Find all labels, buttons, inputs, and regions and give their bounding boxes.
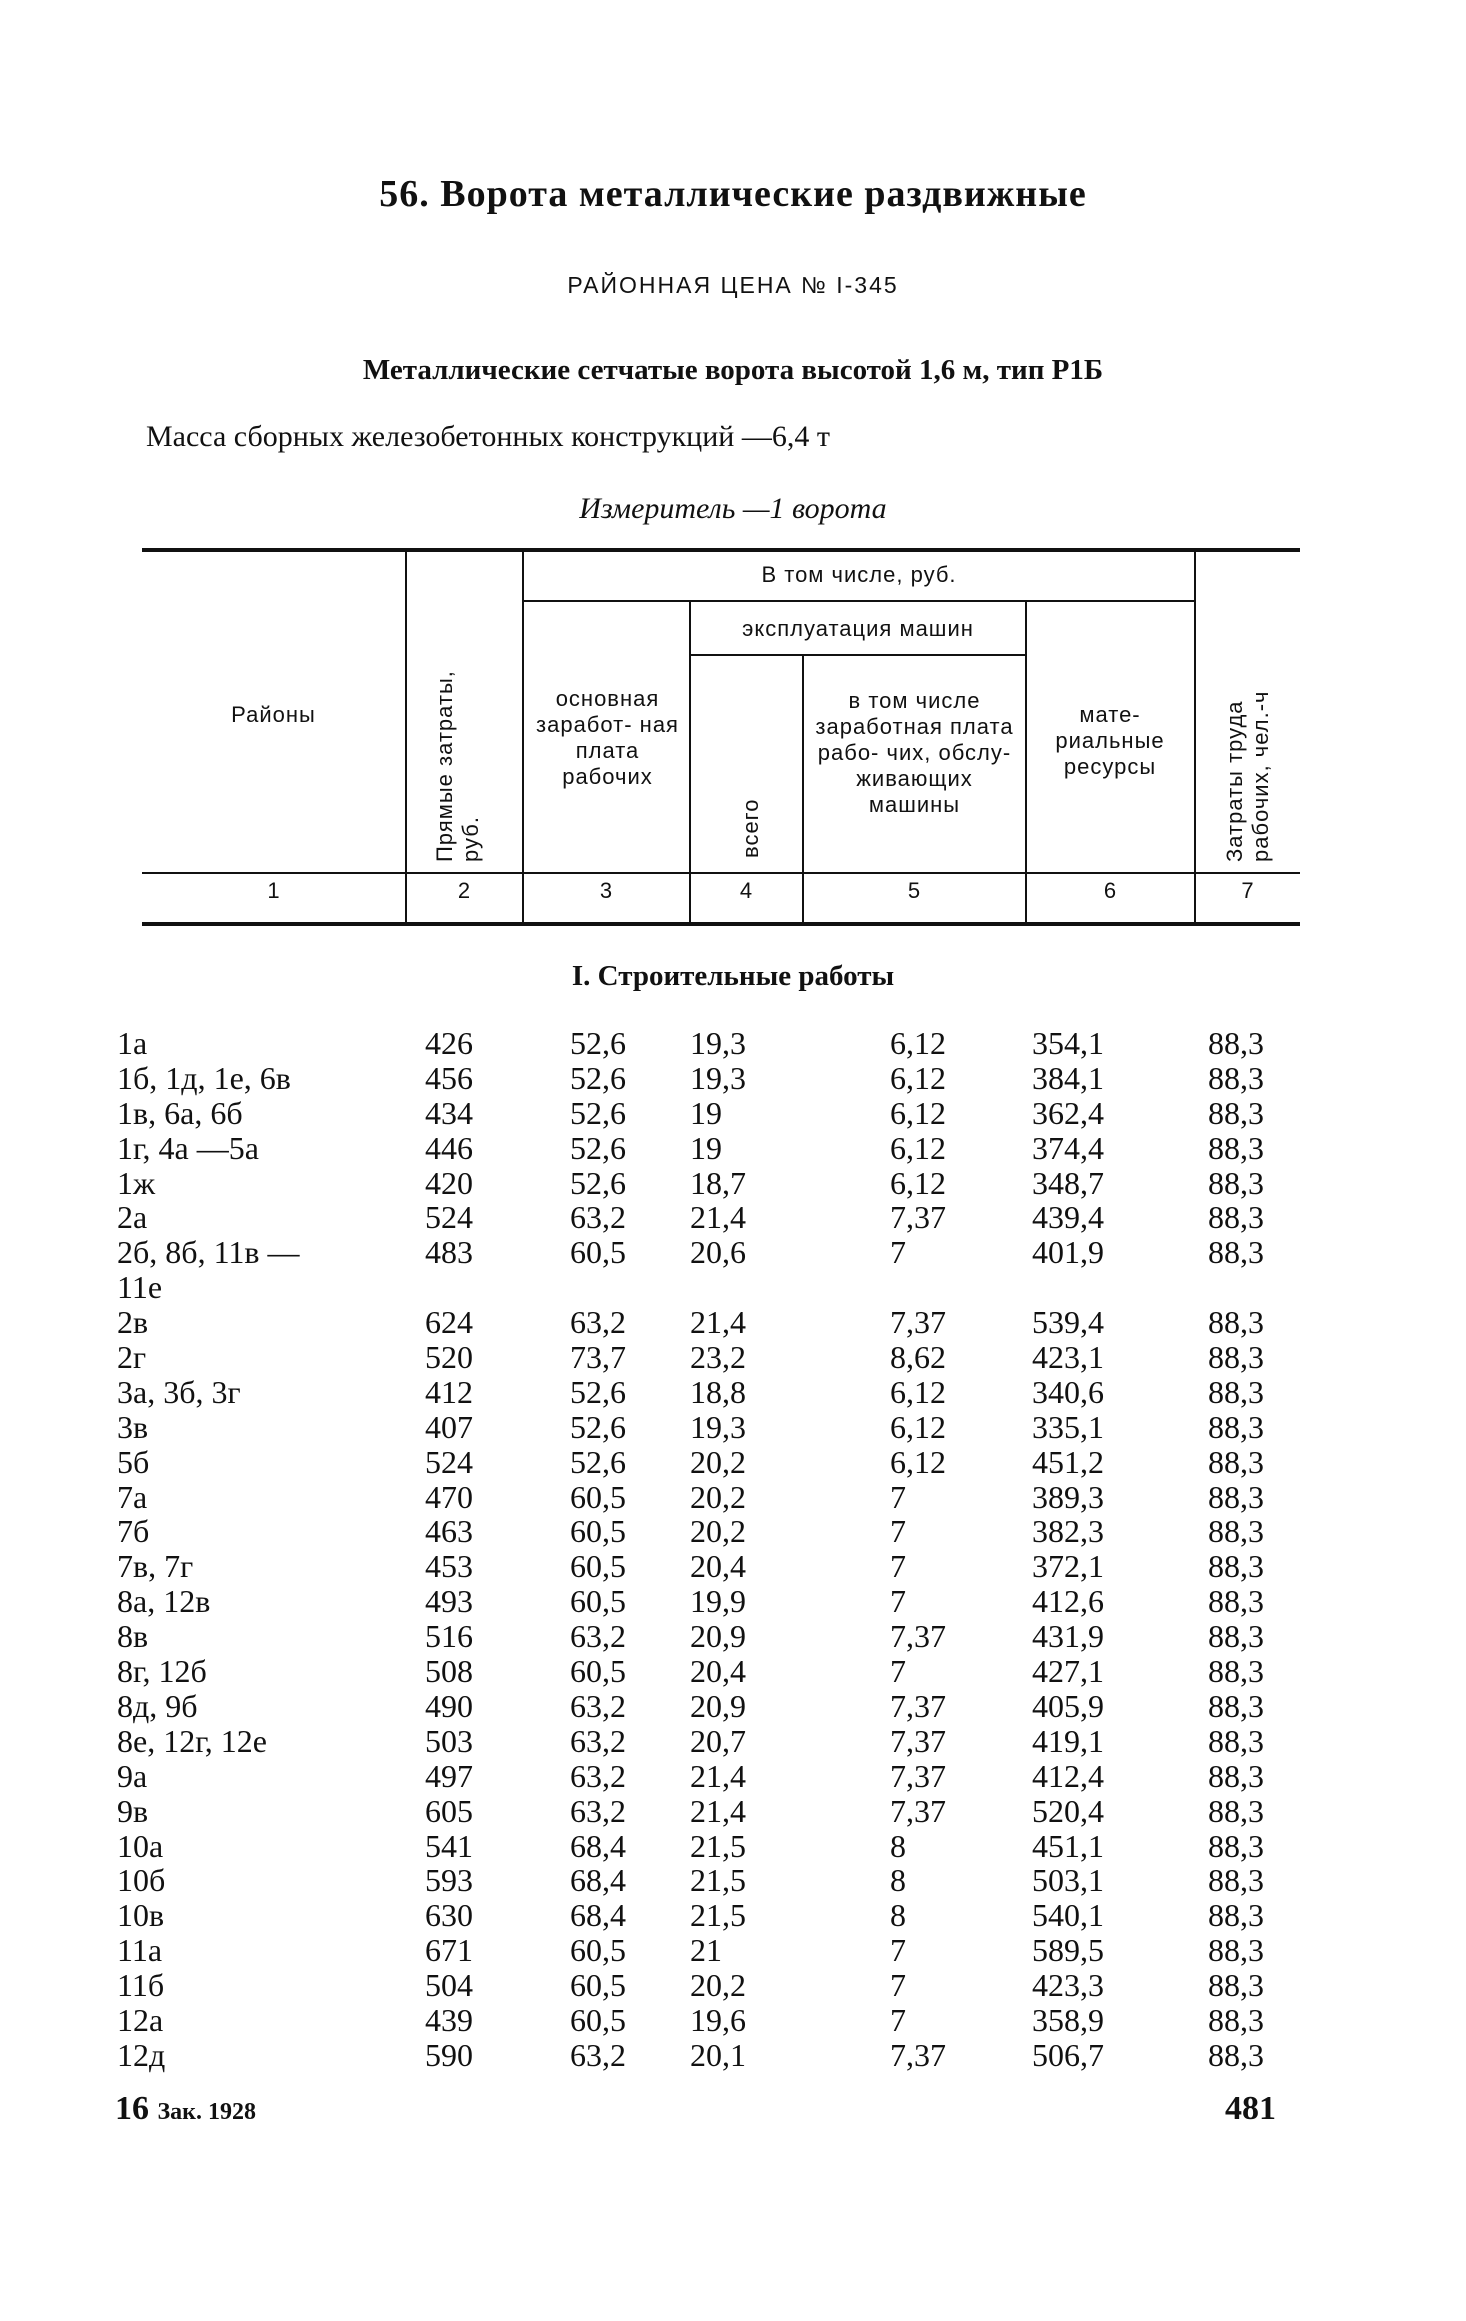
value-cell: 6,12: [890, 1164, 946, 1201]
header-direct-costs: Прямые затраты, руб.: [432, 670, 483, 862]
machines-rule: [690, 654, 1026, 656]
column-number: 5: [907, 878, 921, 903]
value-cell: 88,3: [1208, 2036, 1264, 2073]
value-cell: 7,37: [890, 1792, 946, 1829]
table-row: [0, 1549, 1466, 1584]
value-cell: 60,5: [570, 1932, 626, 1969]
value-cell: 20,2: [690, 1513, 746, 1550]
value-cell: 524: [425, 1199, 473, 1236]
value-cell: 439,4: [1032, 1199, 1104, 1236]
value-cell: 524: [425, 1443, 473, 1480]
value-cell: 63,2: [570, 1618, 626, 1655]
district-cell: 1ж: [117, 1164, 156, 1201]
value-cell: 412,4: [1032, 1757, 1104, 1794]
value-cell: 20,9: [690, 1618, 746, 1655]
header-total: всего: [738, 798, 763, 858]
value-cell: 470: [425, 1478, 473, 1515]
table-top-rule: [142, 548, 1300, 552]
value-cell: 419,1: [1032, 1722, 1104, 1759]
header-districts: Районы: [231, 702, 316, 727]
value-cell: 18,7: [690, 1164, 746, 1201]
value-cell: 348,7: [1032, 1164, 1104, 1201]
value-cell: 21,4: [690, 1792, 746, 1829]
district-cell: 1б, 1д, 1е, 6в: [117, 1059, 291, 1096]
district-cell: 11а: [117, 1932, 163, 1969]
value-cell: 540,1: [1032, 1897, 1104, 1934]
value-cell: 63,2: [570, 1792, 626, 1829]
value-cell: 60,5: [570, 2001, 626, 2038]
value-cell: 426: [425, 1025, 473, 1061]
table-row: [0, 1445, 1466, 1480]
value-cell: 88,3: [1208, 1408, 1264, 1445]
value-cell: 6,12: [890, 1059, 946, 1096]
value-cell: 19,3: [690, 1059, 746, 1096]
value-cell: 60,5: [570, 1513, 626, 1550]
value-cell: 7,37: [890, 1757, 946, 1794]
value-cell: 60,5: [570, 1478, 626, 1515]
value-cell: 427,1: [1032, 1653, 1104, 1690]
value-cell: 88,3: [1208, 1827, 1264, 1864]
value-cell: 7,37: [890, 1618, 946, 1655]
value-cell: 73,7: [570, 1339, 626, 1376]
value-cell: 6,12: [890, 1025, 946, 1061]
value-cell: 88,3: [1208, 1199, 1264, 1236]
value-cell: 508: [425, 1653, 473, 1690]
value-cell: 60,5: [570, 1583, 626, 1620]
value-cell: 88,3: [1208, 1094, 1264, 1131]
value-cell: 590: [425, 2036, 473, 2073]
value-cell: 463: [425, 1513, 473, 1550]
value-cell: 8: [890, 1897, 906, 1934]
value-cell: 589,5: [1032, 1932, 1104, 1969]
value-cell: 20,9: [690, 1687, 746, 1724]
header-including: В том числе, руб.: [761, 562, 957, 587]
district-cell: 3а, 3б, 3г: [117, 1373, 241, 1410]
value-cell: 63,2: [570, 1687, 626, 1724]
value-cell: 493: [425, 1583, 473, 1620]
value-cell: 52,6: [570, 1164, 626, 1201]
value-cell: 412: [425, 1373, 473, 1410]
value-cell: 8,62: [890, 1339, 946, 1376]
value-cell: 21,5: [690, 1897, 746, 1934]
value-cell: 7: [890, 1583, 906, 1620]
value-cell: 453: [425, 1548, 473, 1585]
value-cell: 630: [425, 1897, 473, 1934]
value-cell: 21,5: [690, 1827, 746, 1864]
value-cell: 490: [425, 1687, 473, 1724]
value-cell: 23,2: [690, 1339, 746, 1376]
col-divider: [405, 552, 407, 922]
value-cell: 431,9: [1032, 1618, 1104, 1655]
value-cell: 88,3: [1208, 1932, 1264, 1969]
value-cell: 88,3: [1208, 1513, 1264, 1550]
col-divider: [689, 602, 691, 922]
meter-note: Измеритель —1 ворота: [579, 492, 887, 525]
table-row: [0, 1410, 1466, 1445]
value-cell: 88,3: [1208, 1862, 1264, 1899]
value-cell: 52,6: [570, 1059, 626, 1096]
district-cell: 2а: [117, 1199, 148, 1236]
district-cell: 3в: [117, 1408, 149, 1445]
col-divider: [1025, 602, 1027, 922]
table-row: [0, 1166, 1466, 1201]
table-row: [0, 1131, 1466, 1166]
value-cell: 19,3: [690, 1408, 746, 1445]
value-cell: 52,6: [570, 1443, 626, 1480]
page-title: 56. Ворота металлические раздвижные: [379, 173, 1087, 215]
value-cell: 7,37: [890, 1722, 946, 1759]
table-row: [0, 2038, 1466, 2073]
value-cell: 7: [890, 1548, 906, 1585]
district-cell: 10в: [117, 1897, 165, 1934]
value-cell: 68,4: [570, 1897, 626, 1934]
value-cell: 20,1: [690, 2036, 746, 2073]
district-cell: 11б: [117, 1967, 165, 2004]
value-cell: 63,2: [570, 2036, 626, 2073]
signature-number: 16: [115, 2090, 149, 2127]
district-cell: 12д: [117, 2036, 166, 2073]
value-cell: 52,6: [570, 1373, 626, 1410]
value-cell: 52,6: [570, 1129, 626, 1166]
value-cell: 7: [890, 1234, 906, 1271]
value-cell: 541: [425, 1827, 473, 1864]
including-rule: [523, 600, 1195, 602]
value-cell: 412,6: [1032, 1583, 1104, 1620]
value-cell: 88,3: [1208, 1234, 1264, 1271]
value-cell: 439: [425, 2001, 473, 2038]
value-cell: 68,4: [570, 1862, 626, 1899]
district-cell: 7в, 7г: [117, 1548, 194, 1585]
value-cell: 382,3: [1032, 1513, 1104, 1550]
footer-signature: [115, 2090, 256, 2128]
value-cell: 19,3: [690, 1025, 746, 1061]
value-cell: 8: [890, 1862, 906, 1899]
value-cell: 88,3: [1208, 2001, 1264, 2038]
value-cell: 88,3: [1208, 1304, 1264, 1341]
value-cell: 423,1: [1032, 1339, 1104, 1376]
value-cell: 384,1: [1032, 1059, 1104, 1096]
value-cell: 88,3: [1208, 1339, 1264, 1376]
value-cell: 358,9: [1032, 2001, 1104, 2038]
value-cell: 88,3: [1208, 1059, 1264, 1096]
district-cell: 7б: [117, 1513, 150, 1550]
value-cell: 7,37: [890, 1304, 946, 1341]
table-row: [0, 1724, 1466, 1759]
order-number: Зак. 1928: [157, 2099, 256, 2125]
value-cell: 7,37: [890, 1687, 946, 1724]
value-cell: 605: [425, 1792, 473, 1829]
value-cell: 88,3: [1208, 1967, 1264, 2004]
value-cell: 503,1: [1032, 1862, 1104, 1899]
value-cell: 88,3: [1208, 1583, 1264, 1620]
district-cell: 9а: [117, 1757, 148, 1794]
value-cell: 21,5: [690, 1862, 746, 1899]
value-cell: 446: [425, 1129, 473, 1166]
value-cell: 20,2: [690, 1478, 746, 1515]
value-cell: 63,2: [570, 1757, 626, 1794]
value-cell: 335,1: [1032, 1408, 1104, 1445]
value-cell: 7: [890, 1513, 906, 1550]
value-cell: 52,6: [570, 1094, 626, 1131]
value-cell: 88,3: [1208, 1164, 1264, 1201]
value-cell: 520: [425, 1339, 473, 1376]
value-cell: 88,3: [1208, 1897, 1264, 1934]
value-cell: 60,5: [570, 1234, 626, 1271]
table-row: [0, 1654, 1466, 1689]
value-cell: 88,3: [1208, 1722, 1264, 1759]
table-row: [0, 1514, 1466, 1549]
column-number: 2: [457, 878, 471, 903]
value-cell: 8: [890, 1827, 906, 1864]
table-row: [0, 1689, 1466, 1724]
value-cell: 88,3: [1208, 1757, 1264, 1794]
table-row: [0, 1375, 1466, 1410]
value-cell: 504: [425, 1967, 473, 2004]
table-row: [0, 1584, 1466, 1619]
value-cell: 516: [425, 1618, 473, 1655]
value-cell: 624: [425, 1304, 473, 1341]
table-row: [0, 1759, 1466, 1794]
value-cell: 7,37: [890, 2036, 946, 2073]
value-cell: 19: [690, 1094, 722, 1131]
value-cell: 20,6: [690, 1234, 746, 1271]
column-number: 4: [739, 878, 753, 903]
value-cell: 6,12: [890, 1443, 946, 1480]
value-cell: 401,9: [1032, 1234, 1104, 1271]
district-cell: 8д, 9б: [117, 1687, 198, 1724]
district-cell: 12а: [117, 2001, 164, 2038]
colnum-bottom-rule: [142, 922, 1300, 926]
value-cell: 20,4: [690, 1548, 746, 1585]
value-cell: 6,12: [890, 1408, 946, 1445]
value-cell: 19,9: [690, 1583, 746, 1620]
value-cell: 520,4: [1032, 1792, 1104, 1829]
value-cell: 7: [890, 1967, 906, 2004]
value-cell: 52,6: [570, 1025, 626, 1061]
value-cell: 88,3: [1208, 1687, 1264, 1724]
value-cell: 503: [425, 1722, 473, 1759]
value-cell: 372,1: [1032, 1548, 1104, 1585]
table-row: [0, 1340, 1466, 1375]
value-cell: 88,3: [1208, 1129, 1264, 1166]
col-divider: [1194, 552, 1196, 922]
value-cell: 7: [890, 2001, 906, 2038]
district-cell: 1а: [117, 1025, 148, 1061]
col-divider: [522, 552, 524, 922]
value-cell: 374,4: [1032, 1129, 1104, 1166]
value-cell: 63,2: [570, 1722, 626, 1759]
table-body: [0, 1026, 1466, 2073]
table-row: [0, 1061, 1466, 1096]
value-cell: 7: [890, 1478, 906, 1515]
table-row: [0, 1305, 1466, 1340]
district-cell: 2б, 8б, 11в — 11е: [117, 1234, 300, 1306]
value-cell: 21,4: [690, 1199, 746, 1236]
district-cell: 9в: [117, 1792, 149, 1829]
value-cell: 88,3: [1208, 1373, 1264, 1410]
district-cell: 2в: [117, 1304, 149, 1341]
value-cell: 539,4: [1032, 1304, 1104, 1341]
header-base-wage: основная заработ- ная плата рабочих: [536, 686, 679, 789]
table-row: [0, 1933, 1466, 1968]
value-cell: 20,4: [690, 1653, 746, 1690]
value-cell: 451,1: [1032, 1827, 1104, 1864]
value-cell: 6,12: [890, 1094, 946, 1131]
value-cell: 88,3: [1208, 1025, 1264, 1061]
table-row: [0, 1968, 1466, 2003]
mass-note: Масса сборных железобетонных конструкций —6,4 т: [146, 420, 830, 453]
table-row: [0, 1480, 1466, 1515]
header-bottom-rule: [142, 872, 1300, 874]
district-cell: 7а: [117, 1478, 148, 1515]
value-cell: 19,6: [690, 2001, 746, 2038]
column-number: 6: [1103, 878, 1117, 903]
value-cell: 389,3: [1032, 1478, 1104, 1515]
value-cell: 52,6: [570, 1408, 626, 1445]
column-number: 3: [599, 878, 613, 903]
value-cell: 60,5: [570, 1653, 626, 1690]
value-cell: 60,5: [570, 1548, 626, 1585]
district-cell: 2г: [117, 1339, 147, 1376]
value-cell: 405,9: [1032, 1687, 1104, 1724]
value-cell: 20,7: [690, 1722, 746, 1759]
district-cell: 1г, 4а —5а: [117, 1129, 259, 1166]
column-number: 7: [1241, 878, 1254, 903]
value-cell: 340,6: [1032, 1373, 1104, 1410]
section-heading: I. Строительные работы: [571, 960, 895, 992]
page-number: 481: [1225, 2090, 1276, 2127]
value-cell: 7,37: [890, 1199, 946, 1236]
value-cell: 506,7: [1032, 2036, 1104, 2073]
value-cell: 6,12: [890, 1373, 946, 1410]
value-cell: 18,8: [690, 1373, 746, 1410]
value-cell: 451,2: [1032, 1443, 1104, 1480]
district-cell: 5б: [117, 1443, 150, 1480]
value-cell: 420: [425, 1164, 473, 1201]
table-row: [0, 1619, 1466, 1654]
table-row: [0, 1235, 1466, 1305]
column-number: 1: [267, 878, 280, 903]
header-machine-operation: эксплуатация машин: [742, 616, 974, 641]
value-cell: 671: [425, 1932, 473, 1969]
value-cell: 60,5: [570, 1967, 626, 2004]
price-label: РАЙОННАЯ ЦЕНА № I-345: [567, 272, 899, 298]
header-labor: Затраты труда рабочих, чел.-ч: [1222, 690, 1273, 862]
value-cell: 63,2: [570, 1199, 626, 1236]
district-cell: 8е, 12г, 12е: [117, 1722, 267, 1759]
value-cell: 21: [690, 1932, 722, 1969]
value-cell: 7: [890, 1932, 906, 1969]
table-row: [0, 1200, 1466, 1235]
header-machine-wage: в том числе заработная плата рабо- чих, обслу- живающих машины: [815, 688, 1014, 817]
value-cell: 88,3: [1208, 1548, 1264, 1585]
value-cell: 483: [425, 1234, 473, 1271]
value-cell: 20,2: [690, 1967, 746, 2004]
value-cell: 88,3: [1208, 1653, 1264, 1690]
table-row: [0, 1863, 1466, 1898]
value-cell: 20,2: [690, 1443, 746, 1480]
value-cell: 362,4: [1032, 1094, 1104, 1131]
value-cell: 88,3: [1208, 1792, 1264, 1829]
district-cell: 8г, 12б: [117, 1653, 207, 1690]
value-cell: 354,1: [1032, 1025, 1104, 1061]
subtitle: Металлические сетчатые ворота высотой 1,6 м, тип Р1Б: [362, 354, 1104, 386]
value-cell: 63,2: [570, 1304, 626, 1341]
table-row: [0, 1829, 1466, 1864]
value-cell: 593: [425, 1862, 473, 1899]
value-cell: 21,4: [690, 1757, 746, 1794]
value-cell: 456: [425, 1059, 473, 1096]
table-row: [0, 1794, 1466, 1829]
value-cell: 497: [425, 1757, 473, 1794]
district-cell: 8а, 12в: [117, 1583, 211, 1620]
value-cell: 88,3: [1208, 1618, 1264, 1655]
value-cell: 407: [425, 1408, 473, 1445]
table-row: [0, 1096, 1466, 1131]
value-cell: 434: [425, 1094, 473, 1131]
district-cell: 1в, 6а, 6б: [117, 1094, 243, 1131]
table-row: [0, 2003, 1466, 2038]
value-cell: 68,4: [570, 1827, 626, 1864]
header-materials: мате- риальные ресурсы: [1055, 702, 1165, 779]
value-cell: 423,3: [1032, 1967, 1104, 2004]
value-cell: 88,3: [1208, 1443, 1264, 1480]
district-cell: 10б: [117, 1862, 166, 1899]
value-cell: 7: [890, 1653, 906, 1690]
value-cell: 21,4: [690, 1304, 746, 1341]
district-cell: 8в: [117, 1618, 149, 1655]
table-row: [0, 1026, 1466, 1061]
table-row: [0, 1898, 1466, 1933]
value-cell: 19: [690, 1129, 722, 1166]
district-cell: 10а: [117, 1827, 164, 1864]
value-cell: 6,12: [890, 1129, 946, 1166]
value-cell: 88,3: [1208, 1478, 1264, 1515]
